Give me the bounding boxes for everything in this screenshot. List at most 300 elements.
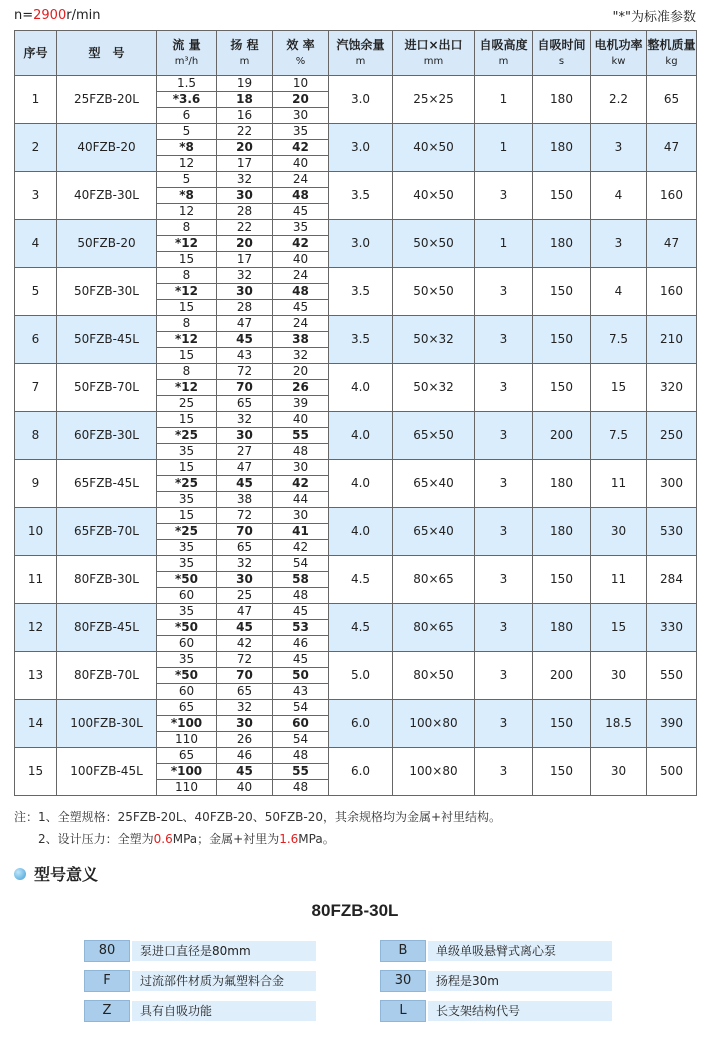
legend-code: 30 [380, 970, 426, 992]
cell-flow: 35 [157, 652, 217, 668]
col-power: 电机功率 kw [591, 31, 647, 76]
cell-time: 150 [533, 268, 591, 316]
cell-head: 47 [217, 604, 273, 620]
cell-suction: 3 [475, 268, 533, 316]
cell-no: 11 [15, 556, 57, 604]
cell-npsh: 5.0 [329, 652, 393, 700]
cell-head: 32 [217, 268, 273, 284]
cell-power: 4 [591, 172, 647, 220]
col-npsh: 汽蚀余量 m [329, 31, 393, 76]
cell-weight: 330 [647, 604, 697, 652]
table-row [15, 220, 697, 236]
cell-io: 80×50 [393, 652, 475, 700]
cell-weight: 65 [647, 76, 697, 124]
top-bar [14, 4, 696, 26]
model-meaning-title: 型号意义 [14, 862, 98, 885]
legend-code: B [380, 940, 426, 962]
cell-weight: 47 [647, 220, 697, 268]
cell-eff: 54 [273, 732, 329, 748]
cell-flow: *50 [157, 572, 217, 588]
table-row [15, 364, 697, 380]
table-row [15, 268, 697, 284]
cell-flow: 15 [157, 460, 217, 476]
cell-head: 70 [217, 524, 273, 540]
example-model: 80FZB-30L [311, 901, 399, 920]
cell-eff: 48 [273, 748, 329, 764]
cell-head: 17 [217, 252, 273, 268]
cell-eff: 20 [273, 364, 329, 380]
cell-suction: 3 [475, 652, 533, 700]
cell-power: 4 [591, 268, 647, 316]
cell-eff: 30 [273, 508, 329, 524]
cell-weight: 500 [647, 748, 697, 796]
col-model: 型 号 [57, 31, 157, 76]
col-head: 扬 程 m [217, 31, 273, 76]
cell-head: 72 [217, 508, 273, 524]
cell-flow: 60 [157, 636, 217, 652]
cell-suction: 1 [475, 220, 533, 268]
cell-flow: *8 [157, 140, 217, 156]
cell-head: 30 [217, 284, 273, 300]
cell-flow: 60 [157, 588, 217, 604]
cell-flow: *100 [157, 764, 217, 780]
cell-flow: 5 [157, 172, 217, 188]
table-row [15, 460, 697, 476]
cell-io: 100×80 [393, 700, 475, 748]
legend-code: L [380, 1000, 426, 1022]
cell-model: 100FZB-30L [57, 700, 157, 748]
cell-head: 45 [217, 764, 273, 780]
cell-io: 40×50 [393, 172, 475, 220]
cell-weight: 284 [647, 556, 697, 604]
legend-desc: 扬程是30m [428, 971, 612, 991]
table-row [15, 652, 697, 668]
cell-model: 100FZB-45L [57, 748, 157, 796]
cell-head: 40 [217, 780, 273, 796]
cell-head: 45 [217, 332, 273, 348]
cell-no: 12 [15, 604, 57, 652]
cell-weight: 47 [647, 124, 697, 172]
cell-time: 200 [533, 412, 591, 460]
cell-time: 150 [533, 556, 591, 604]
cell-model: 65FZB-45L [57, 460, 157, 508]
cell-head: 30 [217, 188, 273, 204]
cell-no: 1 [15, 76, 57, 124]
cell-eff: 58 [273, 572, 329, 588]
cell-flow: *100 [157, 716, 217, 732]
cell-head: 72 [217, 652, 273, 668]
cell-flow: 15 [157, 300, 217, 316]
cell-flow: *12 [157, 284, 217, 300]
cell-head: 65 [217, 540, 273, 556]
cell-eff: 60 [273, 716, 329, 732]
cell-head: 17 [217, 156, 273, 172]
cell-flow: 8 [157, 268, 217, 284]
cell-head: 25 [217, 588, 273, 604]
cell-npsh: 3.0 [329, 124, 393, 172]
cell-head: 70 [217, 668, 273, 684]
cell-eff: 30 [273, 108, 329, 124]
cell-npsh: 3.5 [329, 172, 393, 220]
cell-time: 180 [533, 124, 591, 172]
cell-model: 40FZB-30L [57, 172, 157, 220]
cell-no: 5 [15, 268, 57, 316]
cell-weight: 250 [647, 412, 697, 460]
cell-eff: 40 [273, 156, 329, 172]
cell-npsh: 3.0 [329, 76, 393, 124]
pump-spec-table [14, 30, 697, 796]
cell-time: 180 [533, 508, 591, 556]
cell-flow: *12 [157, 332, 217, 348]
table-header-row [15, 31, 697, 76]
cell-flow: 35 [157, 540, 217, 556]
table-row [15, 700, 697, 716]
notes [14, 806, 501, 850]
cell-suction: 3 [475, 412, 533, 460]
cell-eff: 54 [273, 556, 329, 572]
cell-eff: 50 [273, 668, 329, 684]
cell-flow: 110 [157, 732, 217, 748]
legend-item [380, 1000, 612, 1022]
cell-time: 150 [533, 316, 591, 364]
cell-eff: 48 [273, 284, 329, 300]
cell-model: 80FZB-70L [57, 652, 157, 700]
table-row [15, 76, 697, 92]
cell-head: 28 [217, 300, 273, 316]
cell-flow: 8 [157, 316, 217, 332]
cell-model: 65FZB-70L [57, 508, 157, 556]
cell-head: 30 [217, 572, 273, 588]
cell-flow: 15 [157, 348, 217, 364]
cell-head: 32 [217, 412, 273, 428]
cell-suction: 1 [475, 124, 533, 172]
cell-npsh: 4.0 [329, 364, 393, 412]
cell-eff: 48 [273, 188, 329, 204]
legend-item [84, 970, 316, 992]
cell-eff: 48 [273, 444, 329, 460]
cell-flow: 15 [157, 252, 217, 268]
cell-no: 15 [15, 748, 57, 796]
cell-flow: 35 [157, 604, 217, 620]
table-row [15, 172, 697, 188]
cell-weight: 300 [647, 460, 697, 508]
cell-head: 32 [217, 700, 273, 716]
cell-flow: 65 [157, 748, 217, 764]
cell-npsh: 6.0 [329, 748, 393, 796]
cell-npsh: 4.5 [329, 556, 393, 604]
cell-head: 70 [217, 380, 273, 396]
cell-flow: 65 [157, 700, 217, 716]
cell-model: 50FZB-45L [57, 316, 157, 364]
cell-flow: 15 [157, 412, 217, 428]
cell-head: 47 [217, 460, 273, 476]
cell-npsh: 4.5 [329, 604, 393, 652]
cell-time: 180 [533, 604, 591, 652]
cell-power: 7.5 [591, 412, 647, 460]
cell-eff: 39 [273, 396, 329, 412]
cell-npsh: 4.0 [329, 508, 393, 556]
cell-power: 11 [591, 556, 647, 604]
cell-eff: 24 [273, 172, 329, 188]
cell-npsh: 6.0 [329, 700, 393, 748]
cell-npsh: 3.0 [329, 220, 393, 268]
cell-no: 8 [15, 412, 57, 460]
table-row [15, 412, 697, 428]
cell-eff: 55 [273, 764, 329, 780]
cell-power: 11 [591, 460, 647, 508]
cell-suction: 3 [475, 604, 533, 652]
cell-power: 15 [591, 604, 647, 652]
cell-model: 40FZB-20 [57, 124, 157, 172]
cell-head: 43 [217, 348, 273, 364]
cell-model: 50FZB-30L [57, 268, 157, 316]
cell-flow: *8 [157, 188, 217, 204]
cell-head: 18 [217, 92, 273, 108]
standard-param-note: "*"为标准参数 [612, 10, 696, 25]
cell-io: 50×50 [393, 268, 475, 316]
cell-io: 65×40 [393, 460, 475, 508]
cell-time: 180 [533, 220, 591, 268]
cell-head: 22 [217, 220, 273, 236]
legend-code: 80 [84, 940, 130, 962]
cell-head: 42 [217, 636, 273, 652]
cell-power: 30 [591, 508, 647, 556]
table-row [15, 604, 697, 620]
cell-eff: 53 [273, 620, 329, 636]
cell-model: 50FZB-70L [57, 364, 157, 412]
cell-suction: 3 [475, 316, 533, 364]
cell-flow: *25 [157, 428, 217, 444]
cell-no: 4 [15, 220, 57, 268]
col-weight: 整机质量 kg [647, 31, 697, 76]
cell-model: 80FZB-30L [57, 556, 157, 604]
cell-weight: 210 [647, 316, 697, 364]
legend-desc: 长支架结构代号 [428, 1001, 612, 1021]
legend-desc: 泵进口直径是80mm [132, 941, 316, 961]
cell-suction: 1 [475, 76, 533, 124]
cell-head: 30 [217, 428, 273, 444]
cell-no: 6 [15, 316, 57, 364]
cell-io: 100×80 [393, 748, 475, 796]
cell-flow: *3.6 [157, 92, 217, 108]
cell-eff: 10 [273, 76, 329, 92]
cell-head: 45 [217, 476, 273, 492]
cell-power: 30 [591, 652, 647, 700]
cell-io: 25×25 [393, 76, 475, 124]
bullet-icon [14, 868, 26, 880]
cell-eff: 44 [273, 492, 329, 508]
cell-npsh: 4.0 [329, 460, 393, 508]
cell-flow: 110 [157, 780, 217, 796]
cell-power: 7.5 [591, 316, 647, 364]
cell-io: 80×65 [393, 556, 475, 604]
cell-flow: 12 [157, 204, 217, 220]
cell-io: 40×50 [393, 124, 475, 172]
cell-eff: 42 [273, 476, 329, 492]
cell-head: 47 [217, 316, 273, 332]
cell-no: 3 [15, 172, 57, 220]
cell-power: 18.5 [591, 700, 647, 748]
table-row [15, 748, 697, 764]
col-time: 自吸时间 s [533, 31, 591, 76]
table-row [15, 556, 697, 572]
cell-suction: 3 [475, 556, 533, 604]
cell-weight: 390 [647, 700, 697, 748]
cell-eff: 48 [273, 780, 329, 796]
cell-weight: 530 [647, 508, 697, 556]
cell-flow: 1.5 [157, 76, 217, 92]
cell-io: 50×32 [393, 316, 475, 364]
cell-no: 2 [15, 124, 57, 172]
cell-time: 150 [533, 748, 591, 796]
legend-code: F [84, 970, 130, 992]
cell-eff: 20 [273, 92, 329, 108]
cell-flow: 12 [157, 156, 217, 172]
cell-flow: *25 [157, 476, 217, 492]
cell-eff: 45 [273, 300, 329, 316]
cell-eff: 24 [273, 316, 329, 332]
cell-eff: 35 [273, 124, 329, 140]
cell-npsh: 3.5 [329, 268, 393, 316]
cell-suction: 3 [475, 748, 533, 796]
cell-head: 20 [217, 236, 273, 252]
note-2: 2、设计压力：全塑为0.6MPa；金属+衬里为1.6MPa。 [38, 832, 335, 846]
cell-head: 30 [217, 716, 273, 732]
cell-eff: 40 [273, 412, 329, 428]
cell-eff: 42 [273, 236, 329, 252]
cell-time: 150 [533, 700, 591, 748]
cell-flow: 15 [157, 508, 217, 524]
cell-weight: 160 [647, 172, 697, 220]
cell-head: 20 [217, 140, 273, 156]
cell-io: 65×40 [393, 508, 475, 556]
cell-eff: 35 [273, 220, 329, 236]
cell-weight: 160 [647, 268, 697, 316]
col-no: 序号 [15, 31, 57, 76]
cell-model: 25FZB-20L [57, 76, 157, 124]
cell-flow: 5 [157, 124, 217, 140]
cell-head: 32 [217, 556, 273, 572]
cell-head: 45 [217, 620, 273, 636]
col-suction: 自吸高度 m [475, 31, 533, 76]
cell-time: 200 [533, 652, 591, 700]
cell-eff: 26 [273, 380, 329, 396]
cell-model: 80FZB-45L [57, 604, 157, 652]
cell-io: 50×32 [393, 364, 475, 412]
cell-eff: 46 [273, 636, 329, 652]
cell-flow: *50 [157, 668, 217, 684]
cell-power: 30 [591, 748, 647, 796]
cell-flow: 35 [157, 444, 217, 460]
cell-flow: *12 [157, 380, 217, 396]
note-1: 注：1、全塑规格：25FZB-20L、40FZB-20、50FZB-20，其余规格均为金属+衬里结构。 [14, 810, 502, 824]
cell-io: 50×50 [393, 220, 475, 268]
cell-model: 50FZB-20 [57, 220, 157, 268]
cell-power: 3 [591, 124, 647, 172]
cell-time: 180 [533, 76, 591, 124]
cell-eff: 54 [273, 700, 329, 716]
cell-flow: *50 [157, 620, 217, 636]
cell-no: 9 [15, 460, 57, 508]
col-io: 进口×出口 mm [393, 31, 475, 76]
cell-head: 72 [217, 364, 273, 380]
cell-head: 22 [217, 124, 273, 140]
cell-no: 7 [15, 364, 57, 412]
cell-eff: 24 [273, 268, 329, 284]
legend-code: Z [84, 1000, 130, 1022]
cell-head: 27 [217, 444, 273, 460]
cell-eff: 43 [273, 684, 329, 700]
legend-desc: 单级单吸悬臂式离心泵 [428, 941, 612, 961]
cell-time: 150 [533, 364, 591, 412]
cell-power: 2.2 [591, 76, 647, 124]
cell-suction: 3 [475, 508, 533, 556]
cell-head: 65 [217, 684, 273, 700]
cell-eff: 42 [273, 140, 329, 156]
legend-item [380, 970, 612, 992]
legend-desc: 具有自吸功能 [132, 1001, 316, 1021]
cell-eff: 38 [273, 332, 329, 348]
cell-no: 13 [15, 652, 57, 700]
speed-label: n=2900r/min [14, 8, 101, 23]
cell-flow: 35 [157, 492, 217, 508]
cell-model: 60FZB-30L [57, 412, 157, 460]
cell-eff: 55 [273, 428, 329, 444]
cell-suction: 3 [475, 172, 533, 220]
legend-desc: 过流部件材质为氟塑料合金 [132, 971, 316, 991]
legend-item [380, 940, 612, 962]
cell-eff: 45 [273, 204, 329, 220]
cell-power: 3 [591, 220, 647, 268]
cell-head: 19 [217, 76, 273, 92]
cell-suction: 3 [475, 364, 533, 412]
cell-weight: 550 [647, 652, 697, 700]
cell-time: 150 [533, 172, 591, 220]
cell-eff: 32 [273, 348, 329, 364]
cell-flow: 60 [157, 684, 217, 700]
cell-eff: 40 [273, 252, 329, 268]
legend-item [84, 1000, 316, 1022]
cell-flow: 35 [157, 556, 217, 572]
cell-flow: 6 [157, 108, 217, 124]
cell-flow: 8 [157, 220, 217, 236]
cell-eff: 41 [273, 524, 329, 540]
cell-head: 46 [217, 748, 273, 764]
table-row [15, 508, 697, 524]
cell-io: 65×50 [393, 412, 475, 460]
cell-suction: 3 [475, 700, 533, 748]
col-flow: 流 量 m³/h [157, 31, 217, 76]
cell-npsh: 4.0 [329, 412, 393, 460]
cell-head: 38 [217, 492, 273, 508]
cell-no: 14 [15, 700, 57, 748]
cell-flow: *25 [157, 524, 217, 540]
cell-weight: 320 [647, 364, 697, 412]
cell-suction: 3 [475, 460, 533, 508]
cell-head: 28 [217, 204, 273, 220]
table-body [15, 76, 697, 796]
cell-head: 32 [217, 172, 273, 188]
cell-time: 180 [533, 460, 591, 508]
cell-flow: 25 [157, 396, 217, 412]
cell-no: 10 [15, 508, 57, 556]
col-eff: 效 率 % [273, 31, 329, 76]
cell-eff: 42 [273, 540, 329, 556]
table-row [15, 124, 697, 140]
cell-head: 16 [217, 108, 273, 124]
legend-item [84, 940, 316, 962]
cell-power: 15 [591, 364, 647, 412]
